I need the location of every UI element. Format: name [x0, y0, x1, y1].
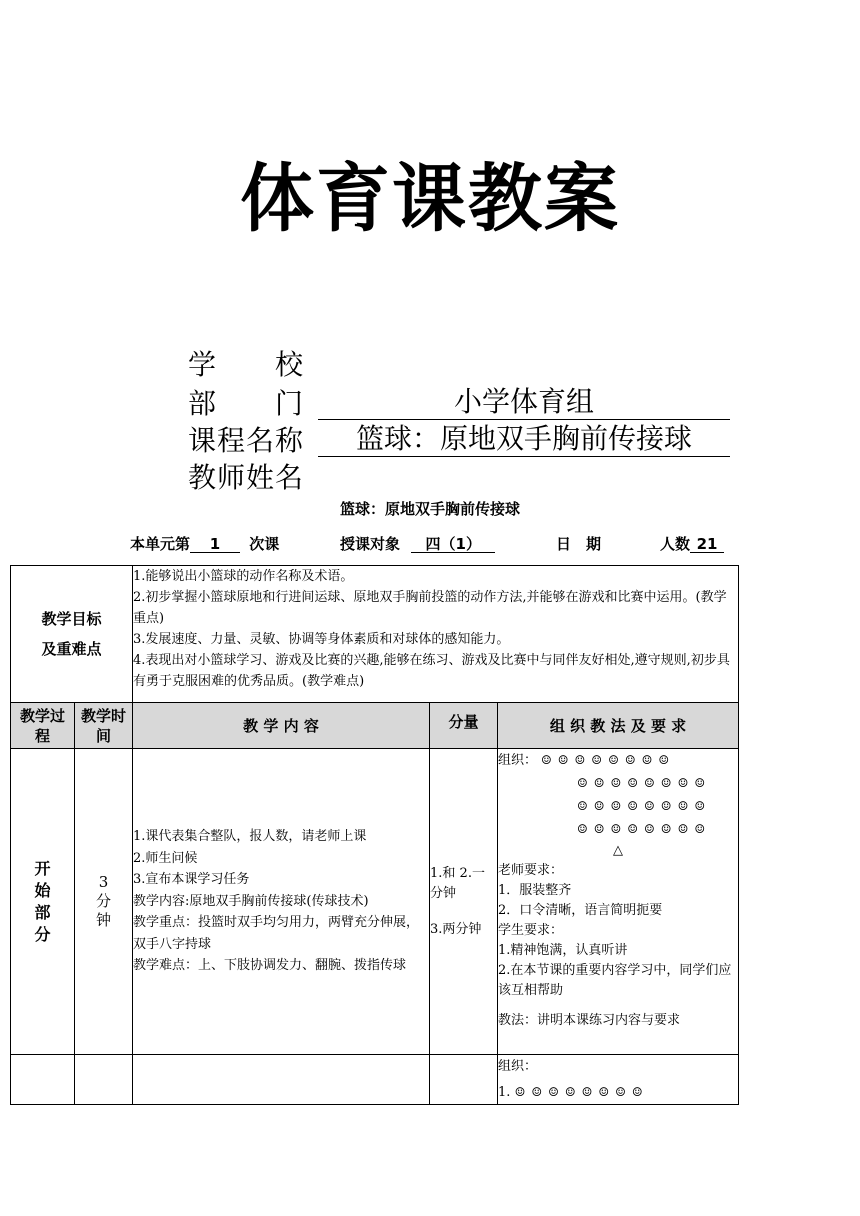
next-section-amount	[430, 1055, 498, 1105]
info-label-course: 课 程 名 称	[188, 424, 303, 457]
student-req-item: 2.在本节课的重要内容学习中，同学们应该互相帮助	[498, 963, 732, 998]
count-value: 21	[690, 534, 724, 553]
next-section-time	[75, 1055, 133, 1105]
student-req-title: 学生要求：	[498, 923, 564, 938]
next-section-org	[498, 1055, 739, 1105]
start-section-time: 3 分 钟	[75, 749, 133, 1055]
next-section-content	[133, 1055, 430, 1105]
header-row	[11, 703, 739, 749]
unit-info	[130, 533, 279, 555]
header-org: 组 织 教 法 及 要 求	[498, 703, 739, 749]
goal-item: 1.能够说出小篮球的动作名称及术语。	[133, 569, 354, 584]
goals-row	[11, 566, 739, 703]
unit-number: 1	[190, 534, 240, 553]
formation-row: 1. ☺☺☺☺☺☺☺☺	[498, 1085, 649, 1100]
student-icons: ☺☺☺☺☺☺☺☺	[514, 1085, 649, 1099]
start-section-content	[133, 749, 430, 1055]
formation-row-4	[498, 818, 738, 841]
content-line: 2.师生问候	[133, 850, 198, 866]
date-label: 日 期	[556, 535, 602, 553]
target-label: 授课对象	[340, 535, 401, 553]
goal-item: 4.表现出对小篮球学习、游戏及比赛的兴趣,能够在练习、游戏及比赛中与同伴友好相处,遵守规则,初步具有勇于克服困难的优秀品质。(教学难点)	[133, 653, 730, 689]
student-icons: ☺☺☺☺☺☺☺☺	[577, 799, 712, 813]
document-title: 体育课教案	[240, 156, 620, 242]
student-req-item: 1.精神饱满，认真听讲	[498, 943, 628, 958]
start-section-row	[11, 749, 739, 1055]
next-section-row	[11, 1055, 739, 1105]
goals-label: 教学目标 及重难点	[11, 566, 133, 703]
goal-item: 3.发展速度、力量、灵敏、协调等身体素质和对球体的感知能力。	[133, 632, 510, 647]
target-info	[340, 533, 495, 555]
content-line: 3.宣布本课学习任务	[133, 872, 250, 888]
start-section-org	[498, 749, 739, 1055]
teacher-req-item: 2．口令清晰，语言简明扼要	[498, 903, 663, 918]
lesson-subtitle: 篮球：原地双手胸前传接球	[339, 500, 520, 518]
formation-row-1: 组织： ☺☺☺☺☺☺☺☺	[498, 753, 676, 768]
start-section-label: 开始部分	[11, 749, 75, 1055]
content-line: 教学内容:原地双手胸前传接球(传球技术)	[133, 893, 369, 909]
lesson-plan-table	[10, 565, 739, 1105]
header-amount: 分量	[430, 703, 498, 749]
teaching-method: 教法：讲明本课练习内容与要求	[498, 1013, 681, 1028]
goal-item: 2.初步掌握小篮球原地和行进间运球、原地双手胸前投篮的动作方法,并能够在游戏和比赛中运用。(教学重点)	[133, 590, 727, 626]
student-icons: ☺☺☺☺☺☺☺☺	[541, 753, 676, 767]
start-section-amount: 1.和 2.一分钟 3.两分钟	[430, 749, 498, 1055]
student-icons: ☺☺☺☺☺☺☺☺	[577, 822, 712, 836]
goals-text	[133, 566, 739, 703]
unit-suffix: 次课	[249, 535, 280, 553]
count-info	[660, 533, 724, 555]
next-section-label	[11, 1055, 75, 1105]
count-label: 人数	[660, 535, 691, 553]
info-value-course: 篮球：原地双手胸前传接球	[318, 422, 730, 457]
teacher-req-item: 1．服装整齐	[498, 883, 572, 898]
header-content: 教 学 内 容	[133, 703, 430, 749]
header-process: 教学过程	[11, 703, 75, 749]
header-time: 教学时间	[75, 703, 133, 749]
target-value: 四（1）	[411, 534, 495, 553]
info-label-department: 部 门	[188, 387, 303, 420]
content-line: 1.课代表集合整队，报人数，请老师上课	[133, 829, 367, 845]
formation-row-3	[498, 795, 738, 818]
info-label-school: 学 校	[188, 348, 303, 381]
next-org-label: 组织：	[498, 1059, 538, 1074]
content-line: 教学难点：上、下肢协调发力、翻腕、拨指传球	[133, 958, 407, 974]
info-label-teacher: 教 师 姓 名	[188, 461, 303, 494]
info-value-department: 小学体育组	[318, 385, 730, 420]
unit-prefix: 本单元第	[130, 535, 191, 553]
student-icons: ☺☺☺☺☺☺☺☺	[577, 776, 712, 790]
teacher-position-icon: △	[613, 843, 624, 858]
teacher-req-title: 老师要求：	[498, 863, 564, 878]
formation-row-2	[498, 772, 738, 795]
content-line: 教学重点：投篮时双手均匀用力，两臂充分伸展，双手八字持球	[133, 915, 420, 952]
